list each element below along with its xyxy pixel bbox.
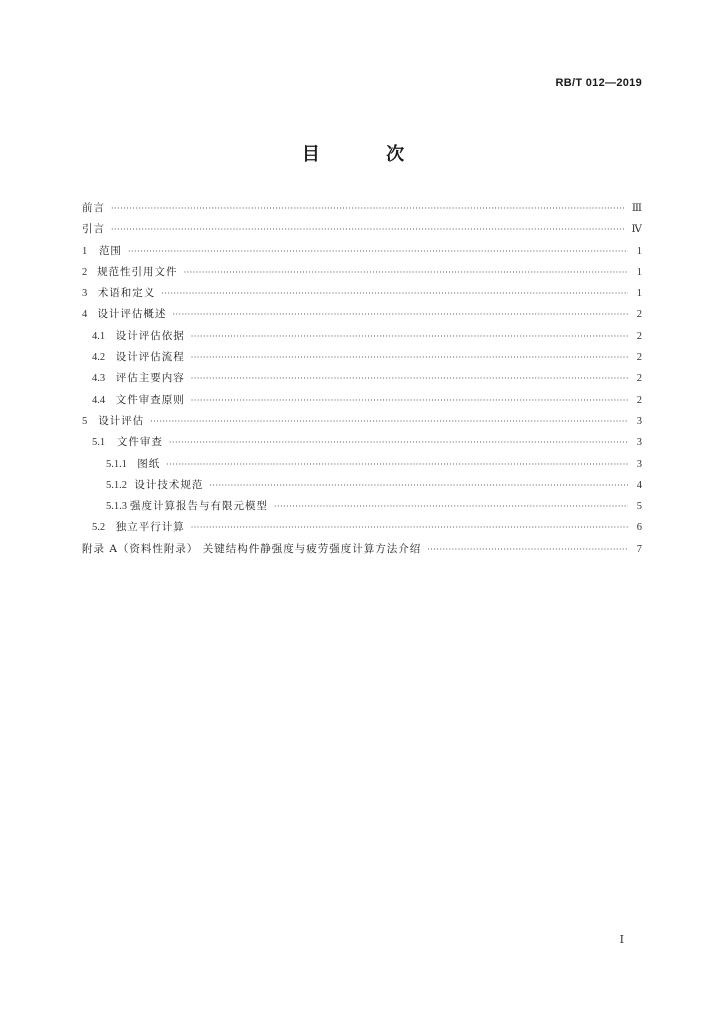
page-number: Ⅰ <box>619 934 624 946</box>
toc-entry[interactable] <box>82 304 642 325</box>
toc-entry[interactable] <box>82 475 642 496</box>
toc-entry-title: 范围 <box>98 244 122 257</box>
toc-entry-title: 设计评估概述 <box>97 308 167 321</box>
toc-entry-number: 4.2 <box>92 352 106 364</box>
toc-entry[interactable] <box>82 517 642 538</box>
toc-entry[interactable] <box>82 368 642 389</box>
toc-entry-number: 5.1.3 <box>106 501 127 513</box>
toc-entry-page: 3 <box>636 415 642 427</box>
document-code: RB/T 012—2019 <box>555 77 642 89</box>
table-of-contents <box>82 198 642 560</box>
dot-leader <box>191 517 628 538</box>
toc-entry-title: 独立平行计算 <box>115 521 185 534</box>
dot-leader <box>191 326 628 347</box>
dot-leader <box>128 241 628 262</box>
toc-entry-page: 3 <box>636 458 642 470</box>
toc-entry-page: 6 <box>636 522 642 534</box>
toc-entry-number: 4.1 <box>92 330 106 342</box>
toc-entry-title: 规范性引用文件 <box>97 265 178 278</box>
toc-entry-number: 2 <box>82 266 88 278</box>
dot-leader <box>427 539 628 560</box>
toc-entry-page: 1 <box>636 288 642 300</box>
toc-entry[interactable] <box>82 283 642 304</box>
toc-entry-number: 5.2 <box>92 522 106 534</box>
toc-entry-title: 设计技术规范 <box>134 478 204 491</box>
toc-entry-title: 附录 A（资料性附录） 关键结构件静强度与疲劳强度计算方法介绍 <box>82 542 422 555</box>
toc-entry-number: 1 <box>82 245 88 257</box>
toc-entry-page: Ⅳ <box>631 224 642 236</box>
toc-entry-page: 5 <box>636 501 642 513</box>
toc-entry[interactable] <box>82 347 642 368</box>
dot-leader <box>191 368 628 389</box>
toc-entry-number: 4 <box>82 309 88 321</box>
toc-entry[interactable] <box>82 432 642 453</box>
toc-entry-title: 强度计算报告与有限元模型 <box>129 500 268 513</box>
toc-entry-title: 引言 <box>82 223 105 236</box>
dot-leader <box>111 198 626 219</box>
toc-entry-number: 5.1.1 <box>106 458 127 470</box>
toc-entry-title: 评估主要内容 <box>115 372 185 385</box>
toc-entry-title: 前言 <box>82 202 105 214</box>
dot-leader <box>209 475 628 496</box>
toc-entry-number: 4.4 <box>92 394 106 406</box>
toc-entry-title: 图纸 <box>137 457 161 470</box>
toc-entry[interactable] <box>82 390 642 411</box>
toc-entry-title: 术语和定义 <box>97 287 156 300</box>
toc-entry-number: 5.1 <box>92 437 106 449</box>
dot-leader <box>161 283 628 304</box>
toc-entry[interactable] <box>82 454 642 475</box>
dot-leader <box>150 411 628 432</box>
dot-leader <box>184 262 628 283</box>
toc-entry-number: 3 <box>82 288 88 300</box>
dot-leader <box>111 219 626 240</box>
toc-entry-page: 3 <box>636 437 642 449</box>
toc-entry-number: 5.1.2 <box>106 479 127 491</box>
toc-entry-page: 7 <box>636 543 642 555</box>
toc-entry-title: 文件审查原则 <box>115 393 185 406</box>
toc-entry-number: 5 <box>82 415 88 427</box>
toc-entry-page: 1 <box>636 245 642 257</box>
toc-entry[interactable] <box>82 496 642 517</box>
toc-entry-title: 设计评估依据 <box>115 329 185 342</box>
toc-entry[interactable] <box>82 219 642 240</box>
dot-leader <box>191 390 628 411</box>
toc-entry[interactable] <box>82 326 642 347</box>
dot-leader <box>274 496 628 517</box>
toc-entry-title: 文件审查 <box>116 436 163 449</box>
toc-entry-title: 设计评估流程 <box>115 351 185 364</box>
toc-entry-number: 4.3 <box>92 373 106 385</box>
dot-leader <box>169 432 628 453</box>
dot-leader <box>172 304 628 325</box>
toc-entry-page: 2 <box>636 309 642 321</box>
toc-entry-page: 2 <box>636 373 642 385</box>
toc-entry[interactable] <box>82 539 642 560</box>
toc-entry-page: 4 <box>636 479 642 491</box>
dot-leader <box>191 347 628 368</box>
toc-entry[interactable] <box>82 198 642 219</box>
toc-entry[interactable] <box>82 262 642 283</box>
toc-entry[interactable] <box>82 241 642 262</box>
toc-entry-page: 2 <box>636 330 642 342</box>
toc-entry-page: 2 <box>636 394 642 406</box>
toc-entry-page: 1 <box>636 266 642 278</box>
toc-entry[interactable] <box>82 411 642 432</box>
dot-leader <box>166 454 628 475</box>
toc-entry-title: 设计评估 <box>98 414 145 427</box>
toc-entry-page: 2 <box>636 352 642 364</box>
toc-title: 目 次 <box>301 144 435 165</box>
toc-entry-page: Ⅲ <box>631 203 642 214</box>
